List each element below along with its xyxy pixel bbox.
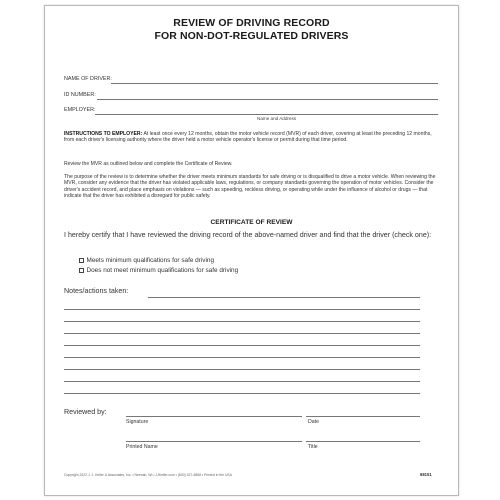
title-caption: Title xyxy=(308,444,318,450)
notes-line[interactable] xyxy=(148,297,420,298)
employer-label: EMPLOYER: xyxy=(64,107,96,113)
option-meets-label: Meets minimum qualifications for safe driving xyxy=(86,257,215,264)
notes-line[interactable] xyxy=(64,381,420,382)
notes-line[interactable] xyxy=(64,345,420,346)
notes-line[interactable] xyxy=(64,357,420,358)
date-caption: Date xyxy=(308,419,319,425)
option-does-not-meet[interactable] xyxy=(79,267,238,274)
signature-caption: Signature xyxy=(126,419,149,425)
checkbox-does-not-meet[interactable] xyxy=(79,268,84,273)
purpose-paragraph: The purpose of the review is to determine whether the driver meets minimum standards for safe driving or is disqualified to drive a motor vehicle. When reviewing the MVR, consider any evidence that the driver has violated applicable laws, regulations, or company standards governing the operation of motor vehicles. Consider the driver's accident record, and place emphasis on violations — such as speeding, reckless driving, or operating while under the influence of alcohol or drugs — that indicate that the driver has exhibited a disregard for public safety. xyxy=(64,174,436,199)
notes-label: Notes/actions taken: xyxy=(64,287,129,295)
printed-name-caption: Printed Name xyxy=(126,444,158,450)
checkbox-meets[interactable] xyxy=(79,258,84,263)
form-title-line2: FOR NON-DOT-REGULATED DRIVERS xyxy=(154,30,349,42)
notes-line[interactable] xyxy=(64,369,420,370)
option-does-not-meet-label: Does not meet minimum qualifications for safe driving xyxy=(86,267,239,274)
review-line: Review the MVR as outlined below and complete the Certificate of Review. xyxy=(64,161,233,167)
instructions-paragraph xyxy=(64,131,441,144)
name-of-driver-field[interactable] xyxy=(111,83,438,84)
name-of-driver-label: NAME OF DRIVER: xyxy=(64,76,112,82)
title-line[interactable] xyxy=(306,441,420,442)
reviewed-by-label: Reviewed by: xyxy=(64,408,107,416)
printed-name-line[interactable] xyxy=(126,441,302,442)
certificate-statement: I hereby certify that I have reviewed the driving record of the above-named driver and find that the driver (check one): xyxy=(64,231,432,239)
id-number-field[interactable] xyxy=(97,99,438,100)
notes-line[interactable] xyxy=(64,321,420,322)
notes-line[interactable] xyxy=(64,393,420,394)
form-code: 68151 xyxy=(420,472,432,477)
option-meets[interactable] xyxy=(79,257,214,264)
instructions-heading: INSTRUCTIONS TO EMPLOYER: xyxy=(64,131,143,137)
date-line[interactable] xyxy=(306,416,420,417)
form-title-line1: REVIEW OF DRIVING RECORD xyxy=(173,17,330,29)
employer-field[interactable] xyxy=(95,114,438,115)
notes-line[interactable] xyxy=(64,309,420,310)
id-number-label: ID NUMBER: xyxy=(64,92,96,98)
instructions-text: At least once every 12 months, obtain the motor vehicle record (MVR) of each driver, covering at least the preceding 12 months, from each driver's licensing authority where the driver held a motor vehicle operator's license or permit during that time period. xyxy=(64,131,432,144)
employer-caption: Name and Address xyxy=(257,116,297,121)
notes-line[interactable] xyxy=(64,333,420,334)
signature-line[interactable] xyxy=(126,416,302,417)
footer-copyright: Copyright 2022 J. J. Keller & Associates, Inc. • Neenah, WI • JJKeller.com • (800) 327-6868 • Printed in the USA xyxy=(64,473,232,477)
certificate-heading: CERTIFICATE OF REVIEW xyxy=(210,219,293,226)
form-sheet xyxy=(44,5,459,496)
